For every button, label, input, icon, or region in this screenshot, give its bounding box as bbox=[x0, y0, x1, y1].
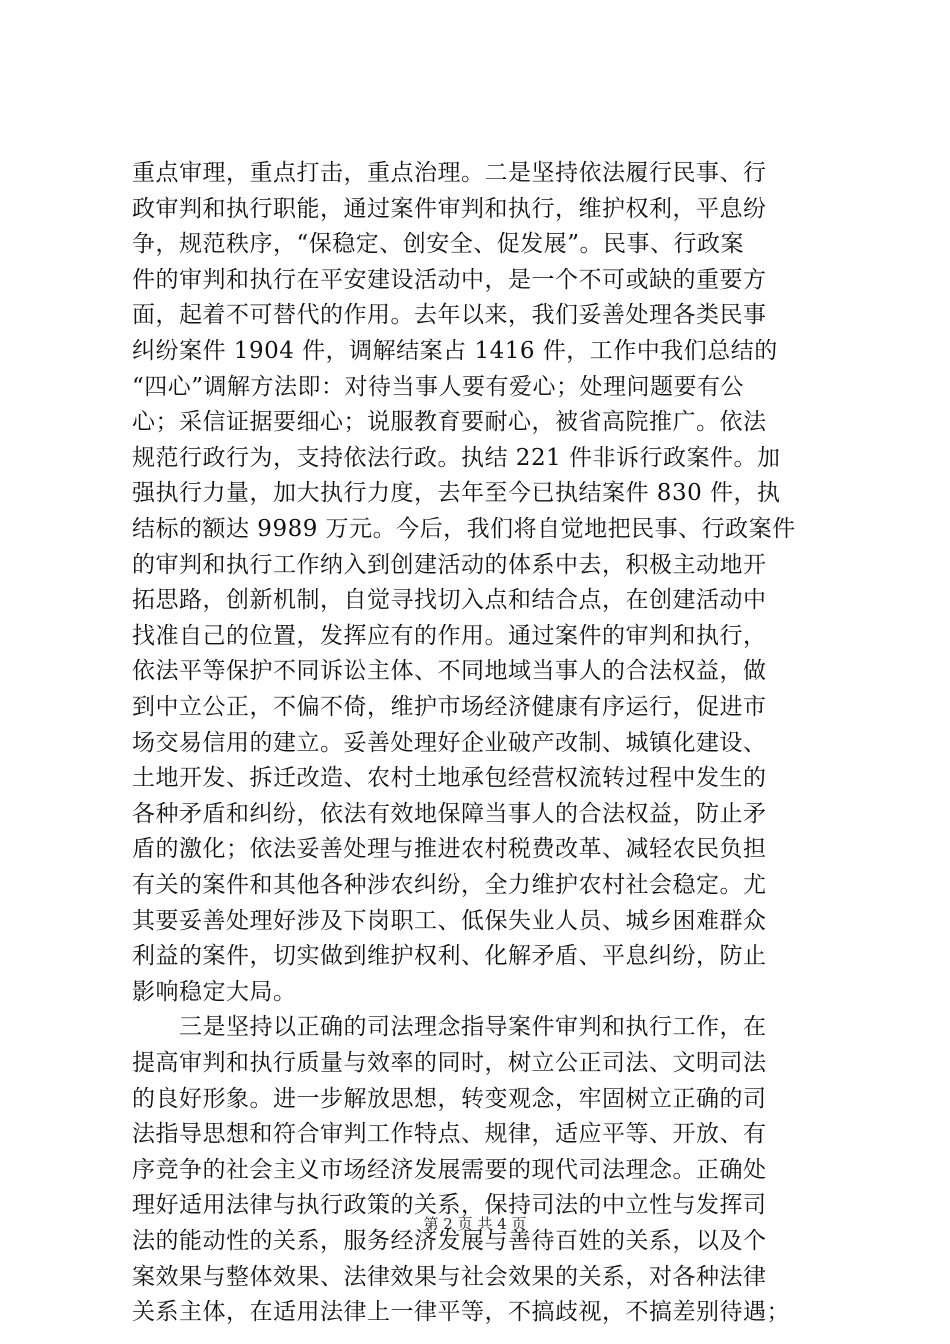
text-line: 有关的案件和其他各种涉农纠纷，全力维护农村社会稳定。尤 bbox=[132, 872, 767, 898]
text-line: 场交易信用的建立。妥善处理好企业破产改制、城镇化建设、 bbox=[132, 729, 767, 756]
text-line: 的良好形象。进一步解放思想，转变观念，牢固树立正确的司 bbox=[132, 1085, 767, 1112]
page-footer: 第 2 页 共 4 页 bbox=[423, 1215, 527, 1233]
text-line: 影响稳定大局。 bbox=[132, 978, 297, 1005]
text-line: 强执行力量，加大执行力度，去年至今已执结案件 830 件，执 bbox=[132, 480, 781, 507]
text-line: 关系主体，在适用法律上一律平等，不搞歧视，不搞差别待遇； bbox=[132, 1299, 790, 1326]
text-line: 面，起着不可替代的作用。去年以来，我们妥善处理各类民事 bbox=[132, 302, 767, 329]
text-line: 土地开发、拆迁改造、农村土地承包经营权流转过程中发生的 bbox=[132, 765, 767, 792]
text-line: 其要妥善处理好涉及下岗职工、低保失业人员、城乡困难群众 bbox=[132, 907, 767, 934]
text-line: 拓思路，创新机制，自觉寻找切入点和结合点，在创建活动中 bbox=[132, 587, 767, 614]
text-line: 的审判和执行工作纳入到创建活动的体系中去，积极主动地开 bbox=[132, 551, 767, 578]
text-line: 盾的激化；依法妥善处理与推进农村税费改革、减轻农民负担 bbox=[132, 836, 767, 863]
text-line: 法指导思想和符合审判工作特点、规律，适应平等、开放、有 bbox=[132, 1121, 767, 1148]
text-line: 到中立公正，不偏不倚，维护市场经济健康有序运行，促进市 bbox=[132, 694, 767, 720]
text-line: “四心”调解方法即：对待当事人要有爱心；处理问题要有公 bbox=[132, 373, 745, 400]
text-line: 法的能动性的关系，服务经济发展与善待百姓的关系，以及个 bbox=[132, 1228, 767, 1254]
text-line: 三是坚持以正确的司法理念指导案件审判和执行工作，在 bbox=[132, 1014, 767, 1041]
text-line: 规范行政行为，支持依法行政。执结 221 件非诉行政案件。加 bbox=[132, 444, 781, 471]
text-line: 结标的额达 9989 万元。今后，我们将自觉地把民事、行政案件 bbox=[132, 516, 796, 542]
text-line: 争，规范秩序，“保稳定、创安全、促发展”。民事、行政案 bbox=[132, 231, 745, 258]
text-line: 提高审判和执行质量与效率的同时，树立公正司法、文明司法 bbox=[132, 1050, 767, 1076]
text-line: 序竞争的社会主义市场经济发展需要的现代司法理念。正确处 bbox=[132, 1156, 767, 1183]
text-line: 重点审理，重点打击，重点治理。二是坚持依法履行民事、行 bbox=[132, 160, 767, 186]
text-line: 理好适用法律与执行政策的关系，保持司法的中立性与发挥司 bbox=[132, 1192, 767, 1219]
text-line: 依法平等保护不同诉讼主体、不同地域当事人的合法权益，做 bbox=[132, 658, 767, 685]
text-line: 案效果与整体效果、法律效果与社会效果的关系，对各种法律 bbox=[132, 1263, 767, 1290]
text-line: 各种矛盾和纠纷，依法有效地保障当事人的合法权益，防止矛 bbox=[132, 800, 767, 827]
text-line: 心；采信证据要细心；说服教育要耐心，被省高院推广。依法 bbox=[132, 409, 767, 436]
text-line: 政审判和执行职能，通过案件审判和执行，维护权利，平息纷 bbox=[132, 195, 767, 222]
text-line: 件的审判和执行在平安建设活动中，是一个不可或缺的重要方 bbox=[132, 266, 767, 293]
text-line: 纠纷案件 1904 件，调解结案占 1416 件，工作中我们总结的 bbox=[132, 338, 778, 364]
text-line: 找准自己的位置，发挥应有的作用。通过案件的审判和执行， bbox=[132, 622, 767, 649]
text-line: 利益的案件，切实做到维护权利、化解矛盾、平息纠纷，防止 bbox=[132, 943, 767, 970]
